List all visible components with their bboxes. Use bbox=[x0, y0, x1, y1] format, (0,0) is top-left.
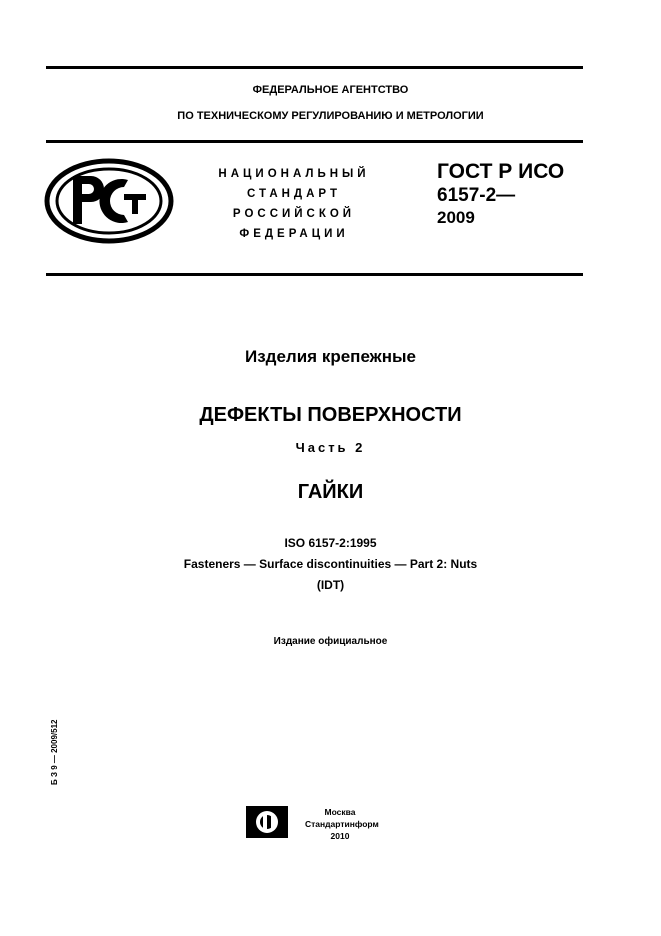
iso-degree: (IDT) bbox=[316, 578, 345, 592]
mid-rule bbox=[46, 273, 583, 276]
national-standard-line-3: РОССИЙСКОЙ bbox=[232, 208, 356, 220]
document-subtitle: ГАЙКИ bbox=[297, 481, 364, 503]
iso-code: ISO 6157-2:1995 bbox=[284, 536, 377, 550]
gost-designation-line-2: 6157-2— bbox=[437, 185, 516, 206]
national-standard-line-4: ФЕДЕРАЦИИ bbox=[239, 228, 349, 240]
document-title: ДЕФЕКТЫ ПОВЕРХНОСТИ bbox=[199, 404, 462, 426]
publisher-name: Стандартинформ bbox=[305, 819, 379, 829]
product-group: Изделия крепежные bbox=[245, 347, 416, 366]
gost-designation-line-1: ГОСТ Р ИСО bbox=[437, 160, 565, 183]
national-standard-line-2: СТАНДАРТ bbox=[247, 188, 341, 200]
top-rule bbox=[46, 66, 583, 69]
side-registration-code: Б З 9 — 2009/512 bbox=[50, 719, 59, 785]
publisher-city: Москва bbox=[324, 807, 356, 817]
gost-r-logo-icon bbox=[44, 158, 174, 244]
gost-designation-year: 2009 bbox=[437, 208, 475, 227]
iso-english-title: Fasteners — Surface discontinuities — Part 2: Nuts bbox=[183, 557, 478, 571]
standartinform-logo-icon bbox=[246, 806, 288, 838]
header-rule bbox=[46, 140, 583, 143]
edition-note: Издание официальное bbox=[273, 636, 388, 647]
part-label: Часть 2 bbox=[295, 440, 366, 455]
agency-line-2: ПО ТЕХНИЧЕСКОМУ РЕГУЛИРОВАНИЮ И МЕТРОЛОГИИ bbox=[177, 110, 484, 122]
agency-line-1: ФЕДЕРАЛЬНОЕ АГЕНТСТВО bbox=[252, 84, 409, 96]
national-standard-line-1: НАЦИОНАЛЬНЫЙ bbox=[218, 168, 370, 180]
publisher-year: 2010 bbox=[330, 831, 350, 841]
